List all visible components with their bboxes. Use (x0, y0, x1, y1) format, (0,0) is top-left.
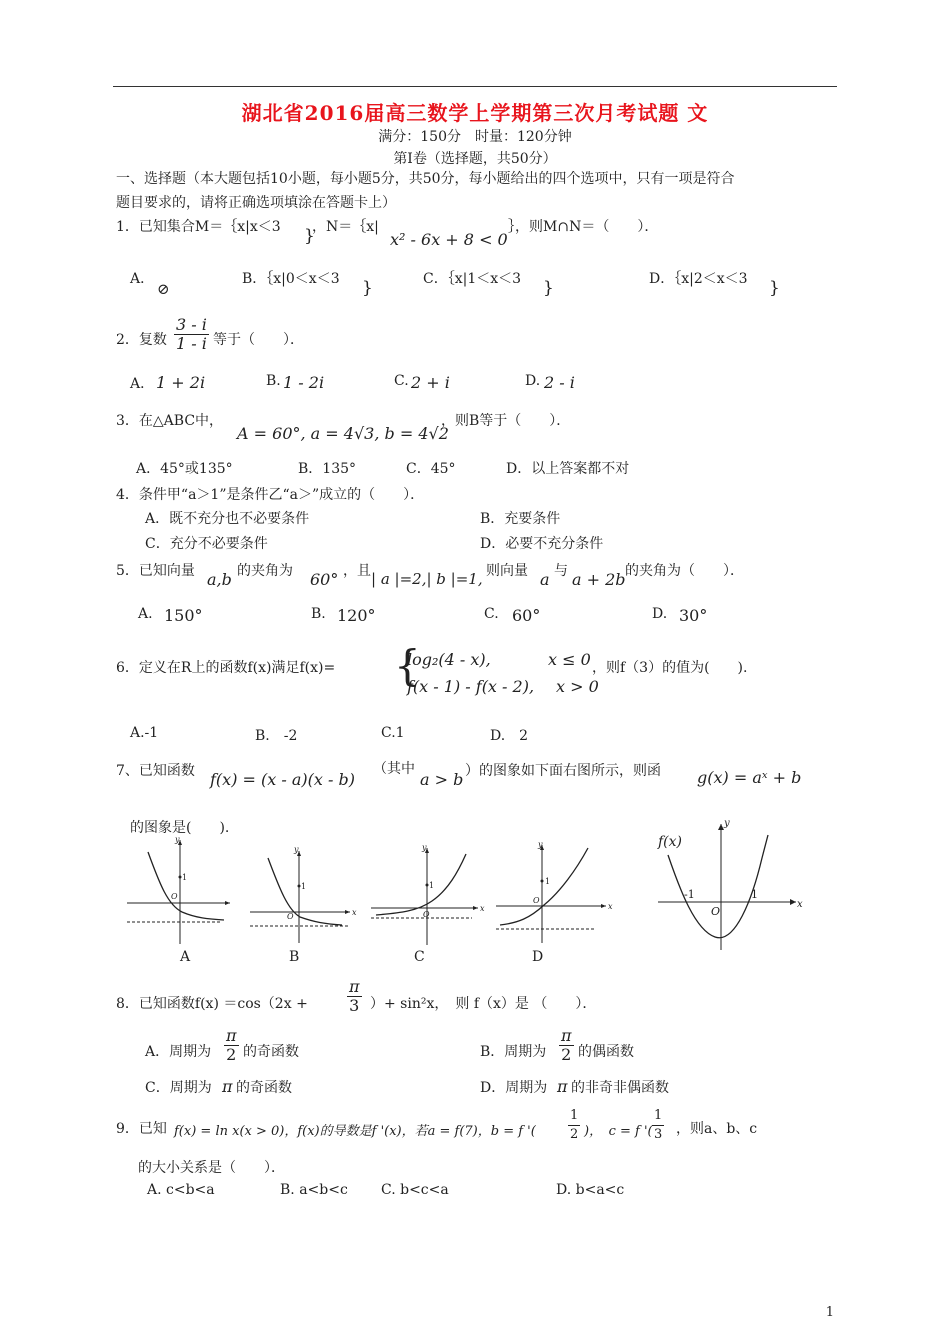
q7-line2: 的图象是( ). (130, 820, 230, 836)
q3-stem: 3．在△ABC中， (116, 413, 224, 429)
q5-m2: 60° (310, 570, 339, 589)
q9-line2: 的大小关系是（ ）． (138, 1160, 285, 1176)
q9-tail: ，则a、b、c (676, 1121, 758, 1137)
q6-option-b: B. -2 (255, 728, 298, 744)
q1-stem-c: ｝，则M∩N＝（ ）． (508, 219, 659, 235)
q1-math: x² - 6x + 8 < 0 (390, 230, 508, 249)
q8-option-c-pi: π (222, 1077, 233, 1096)
q5-option-b-label: B. (311, 606, 326, 622)
fx-label: f(x) (658, 834, 683, 850)
q8-option-d-b: 的非奇非偶函数 (571, 1080, 669, 1096)
q3-option-c: C．45° (406, 461, 456, 477)
q2-tail: 等于（ ）． (213, 332, 304, 348)
q8-b-num: π (561, 1026, 572, 1045)
q3-option-b: B．135° (298, 461, 357, 477)
q5-m4: a (540, 570, 550, 589)
q3-math: A = 60°, a = 4√3, b = 4√2 (237, 424, 449, 443)
fx-one-label: 1 (751, 888, 758, 901)
q8-frac-num: π (349, 977, 360, 996)
graph-a-y-label: y (175, 835, 180, 844)
q8-option-a-a: A．周期为 (145, 1044, 212, 1060)
q4-option-c: C．充分不必要条件 (145, 536, 268, 552)
q8-option-d-pi: π (557, 1077, 568, 1096)
q4-option-d: D．必要不充分条件 (480, 536, 604, 552)
q1-stem-a: 1．已知集合M＝｛x|x＜3 (116, 219, 281, 235)
page-number: 1 (825, 1305, 834, 1320)
q1-brace-1: } (304, 226, 315, 246)
q9-third-den: 3 (654, 1127, 663, 1142)
q2-option-b-label: B. (266, 373, 281, 389)
q9-option-d: D. b<a<c (556, 1182, 625, 1198)
q7-m2: a > b (420, 770, 464, 789)
q7-s1: 7、已知函数 (116, 763, 195, 779)
q4-option-a: A．既不充分也不必要条件 (145, 511, 310, 527)
q5-option-a-label: A. (138, 606, 153, 622)
q5-s2: 的夹角为 (237, 563, 293, 579)
q9-third-num: 1 (652, 1107, 664, 1126)
graph-c-origin-label: O (423, 910, 430, 919)
graph-b-one-label: 1 (301, 882, 307, 891)
q6-case-brace: { (394, 641, 421, 690)
q5-option-c-label: C. (484, 606, 499, 622)
q8-fraction (345, 978, 364, 1015)
graph-d-caption: D (532, 949, 544, 965)
q8-option-b-a: B．周期为 (480, 1044, 547, 1060)
q6-case1: log₂(4 - x), (407, 650, 491, 669)
q7-m3: g(x) = aˣ + b (697, 768, 802, 787)
q6-case2: f(x - 1) - f(x - 2), (407, 677, 535, 696)
q5-s4: 则向量 (486, 563, 528, 579)
q1-option-d: D．｛x|2＜x＜3 (649, 271, 748, 287)
q8-option-a-frac (222, 1027, 241, 1064)
q7-s2: （其中 (373, 761, 415, 777)
q9-option-b: B. a<b<c (280, 1182, 348, 1198)
q2-option-a: 1 + 2i (156, 373, 206, 392)
q5-m5: a + 2b (572, 570, 626, 589)
q5-m1: a,b (207, 570, 232, 589)
q9-stem: 9．已知 (116, 1121, 167, 1137)
fx-x-label: x (797, 899, 803, 910)
section-intro-line2: 题目要求的，请将正确选项填涂在答题卡上） (116, 195, 396, 211)
q7-m1: f(x) = (x - a)(x - b) (210, 770, 355, 789)
q4-option-b: B．充要条件 (480, 511, 561, 527)
graph-a-origin-label: O (171, 892, 178, 901)
q8-option-b-b: 的偶函数 (578, 1044, 634, 1060)
q1-brace-d: } (769, 278, 780, 298)
q8-option-c-b: 的奇函数 (236, 1080, 292, 1096)
q1-option-b: B．｛x|0＜x＜3 (242, 271, 340, 287)
q8-option-b-frac (557, 1027, 576, 1064)
graph-d-origin-label: O (533, 896, 540, 905)
q3-option-a: A．45°或135° (136, 461, 233, 477)
q5-option-c: 60° (512, 606, 541, 625)
q8-stem-a: 8．已知函数f(x) ＝cos（2x + (116, 996, 308, 1012)
q5-option-a: 150° (164, 606, 203, 625)
q9-option-c: C. b<c<a (381, 1182, 449, 1198)
q6-option-d: D. 2 (490, 728, 529, 744)
fx-parabola (668, 835, 768, 938)
q7-s3: ）的图象如下面右图所示，则函 (465, 763, 661, 779)
q4-stem: 4．条件甲“a＞1”是条件乙“a＞”成立的（ ）． (116, 487, 425, 503)
q5-s6: 的夹角为（ ）． (625, 563, 744, 579)
q5-m3: | a |=2,| b |=1, (371, 570, 483, 588)
q5-s1: 5．已知向量 (116, 563, 195, 579)
graph-a-caption: A (180, 949, 191, 965)
q9-math: f(x) = ln x(x > 0)，f(x)的导数是f '(x)，若a = f(7)，b = f '( (174, 1124, 536, 1139)
section-intro-line1: 一、选择题（本大题包括10小题，每小题5分，共50分，每小题给出的四个选项中，只有一项是符合 (116, 171, 735, 187)
volume-label: 第Ⅰ卷（选择题，共50分） (393, 151, 557, 167)
q2-option-d: 2 - i (544, 373, 575, 392)
graph-b-x-label: x (352, 908, 357, 917)
q2-denominator: 1 - i (176, 334, 207, 353)
page-title: 湖北省2016届高三数学上学期第三次月考试题 文 (241, 101, 709, 125)
q2-option-a-label: A． (130, 376, 155, 392)
fx-neg-one-label: -1 (684, 888, 695, 901)
q1-option-c: C．｛x|1＜x＜3 (423, 271, 522, 287)
q2-option-c: 2 + i (411, 373, 450, 392)
fx-origin-label: O (711, 905, 721, 918)
fx-y-label: y (724, 818, 730, 829)
q5-s3: ，且 (343, 563, 371, 579)
graph-a-curve (148, 852, 224, 920)
q8-option-d-a: D．周期为 (480, 1080, 548, 1096)
q9-half-den: 2 (570, 1127, 579, 1142)
q8-option-c-a: C．周期为 (145, 1080, 212, 1096)
graph-d-x-label: x (608, 902, 613, 911)
graph-d-y-label: y (538, 840, 543, 849)
q6-cond1: x ≤ 0 (548, 650, 591, 669)
graph-c-curve (376, 854, 466, 915)
q9-mid: )， c = f '( (584, 1124, 653, 1139)
q8-frac-den: 3 (349, 996, 360, 1015)
q8-b-den: 2 (561, 1045, 572, 1064)
q8-a-num: π (226, 1026, 237, 1045)
graph-d-one-label: 1 (545, 877, 551, 886)
q6-option-a: A.-1 (130, 725, 159, 741)
q2-stem: 2．复数 (116, 332, 167, 348)
q5-option-b: 120° (337, 606, 376, 625)
q6-stem: 6．定义在R上的函数f(x)满足f(x)= (116, 660, 336, 676)
q6-cond2: x > 0 (556, 677, 599, 696)
q9-option-a: A. c<b<a (147, 1182, 215, 1198)
q1-brace-b: } (362, 278, 373, 298)
q2-option-d-label: D. (525, 373, 541, 389)
q5-option-d: 30° (679, 606, 708, 625)
graph-b-curve (268, 858, 342, 925)
score-time: 满分：150分 时量：120分钟 (378, 129, 572, 145)
q8-option-a-b: 的奇函数 (243, 1044, 299, 1060)
graph-b-caption: B (289, 949, 300, 965)
graph-c-one-label: 1 (429, 881, 435, 890)
q1-stem-b: ，N＝｛x| (312, 219, 379, 235)
q5-option-d-label: D. (652, 606, 668, 622)
q2-option-b: 1 - 2i (283, 373, 325, 392)
q9-half (566, 1107, 582, 1144)
q1-brace-c: } (543, 278, 554, 298)
q9-third (650, 1107, 666, 1144)
q9-half-num: 1 (568, 1107, 580, 1126)
q5-s5: 与 (554, 563, 568, 579)
graph-a-one-label: 1 (182, 873, 188, 882)
q8-stem-b: ）+ sin²x， 则 f（x）是 （ ）． (370, 996, 597, 1012)
q3-tail: ，则B等于（ ）． (441, 413, 571, 429)
q3-option-d: D．以上答案都不对 (506, 461, 630, 477)
q2-numerator: 3 - i (176, 315, 207, 334)
graph-c-caption: C (414, 949, 425, 965)
graph-c-y-label: y (422, 843, 427, 852)
q6-option-c: C.1 (381, 725, 405, 741)
q8-a-den: 2 (226, 1045, 237, 1064)
q6-tail: ，则f（3）的值为( ). (592, 660, 748, 676)
graph-b-origin-label: O (287, 912, 294, 921)
q1-option-a: ⊘ (157, 280, 170, 298)
q1-option-a-label: A． (130, 271, 155, 287)
q2-option-c-label: C. (394, 373, 409, 389)
graph-d-curve (500, 848, 588, 925)
graph-c-x-label: x (480, 904, 485, 913)
graph-b-y-label: y (294, 845, 299, 854)
